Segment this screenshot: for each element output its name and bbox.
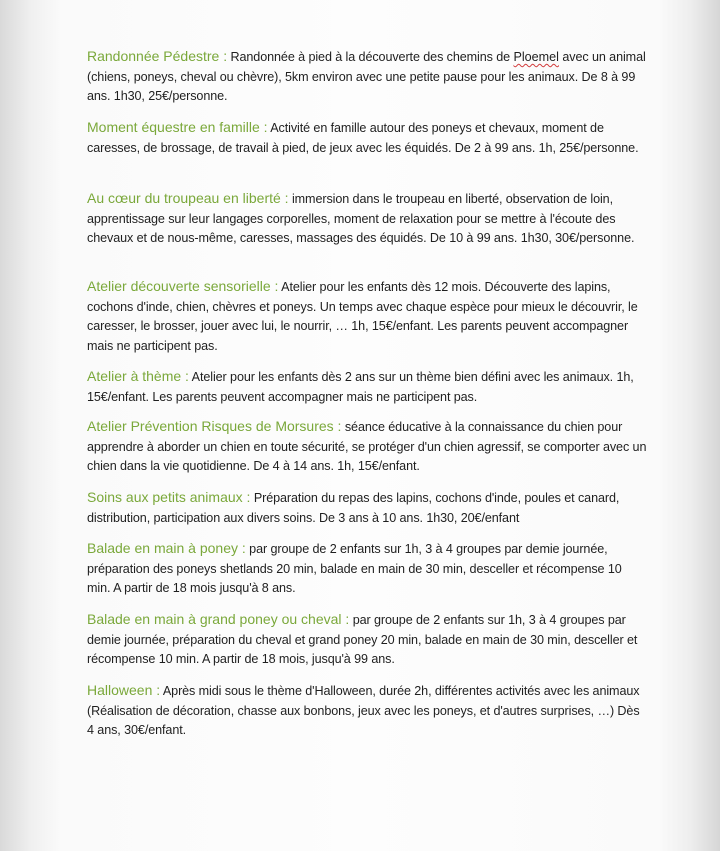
- activity-title: Au cœur du troupeau en liberté :: [87, 190, 289, 206]
- activity-soins-animaux: [87, 488, 647, 528]
- activity-description: Randonnée à pied à la découverte des chemins de: [227, 50, 514, 64]
- activity-title: Atelier découverte sensorielle :: [87, 278, 279, 294]
- activity-balade-poney: [87, 539, 647, 599]
- activity-description: immersion dans le troupeau en liberté, observation de loin, apprentissage sur leur langages corporelles, moment de relaxation pour se mettre à l'écoute des chevaux et de nous-même, caresses, massages des équidés. De 10 à 99 ans. 1h30, 30€/personne.: [87, 192, 635, 246]
- activity-troupeau-liberte: [87, 189, 647, 249]
- activity-description: Après midi sous le thème d'Halloween, durée 2h, différentes activités avec les animaux (Réalisation de décoration, chasse aux bonbons, jeux avec les poneys, et d'autres surprises, …) Dès 4 ans, 30€/enfant.: [87, 684, 640, 738]
- activity-balade-grand-poney: [87, 610, 647, 670]
- activity-description: Activité en famille autour des poneys et chevaux, moment de caresses, de brossage, de travail à pied, de jeux avec les équidés. De 2 à 99 ans. 1h, 25€/personne.: [87, 121, 639, 155]
- activity-title: Randonnée Pédestre :: [87, 48, 228, 64]
- activity-title: Atelier Prévention Risques de Morsures :: [87, 418, 342, 434]
- activity-title: Balade en main à poney :: [87, 540, 246, 556]
- activity-description: Atelier pour les enfants dès 12 mois. Découverte des lapins, cochons d'inde, chien, chèvres et poneys. Un temps avec chaque espèce pour mieux le découvrir, le caresser, le brosser, jouer avec lui, le nourrir, … 1h, 15€/enfant. Les parents peuvent accompagner mais ne participent pas.: [87, 280, 638, 353]
- activity-title: Atelier à thème :: [87, 368, 189, 384]
- activity-description: Atelier pour les enfants dès 2 ans sur un thème bien défini avec les animaux. 1h, 15€/enfant. Les parents peuvent accompagner mais ne participent pas.: [87, 370, 634, 404]
- activity-prevention-morsures: [87, 417, 647, 477]
- activity-description: par groupe de 2 enfants sur 1h, 3 à 4 groupes par demie journée, préparation des poneys shetlands 20 min, balade en main de 30 min, desceller et récompense 10 min. A partir de 18 mois jusqu'à 8 ans.: [87, 542, 622, 596]
- spellcheck-flagged-word: Ploemel: [513, 50, 559, 64]
- activity-halloween: [87, 681, 647, 741]
- activity-atelier-sensoriel: [87, 277, 647, 356]
- activity-title: Halloween :: [87, 682, 161, 698]
- activity-atelier-theme: [87, 367, 647, 407]
- activity-description: séance éducative à la connaissance du chien pour apprendre à aborder un chien en toute sécurité, se protéger d'un chien agressif, se comporter avec un chien dans la vie quotidienne. De 4 à 14 ans. 1h, 15€/enfant.: [87, 420, 647, 474]
- activity-title: Moment équestre en famille :: [87, 119, 268, 135]
- activity-title: Soins aux petits animaux :: [87, 489, 251, 505]
- activity-moment-equestre: [87, 118, 647, 158]
- activity-randonnee-pedestre: [87, 47, 647, 107]
- activity-description: par groupe de 2 enfants sur 1h, 3 à 4 groupes par demie journée, préparation du cheval et grand poney 20 min, balade en main de 30 min, desceller et récompense 10 min. A partir de 18 mois, jusqu'à 99 ans.: [87, 613, 638, 667]
- activity-description: Préparation du repas des lapins, cochons d'inde, poules et canard, distribution, participation aux divers soins. De 3 ans à 10 ans. 1h30, 20€/enfant: [87, 491, 620, 525]
- activity-description-continued: avec un animal (chiens, poneys, cheval ou chèvre), 5km environ avec une petite pause pour les animaux. De 8 à 99 ans. 1h30, 25€/personne.: [87, 50, 646, 104]
- activity-title: Balade en main à grand poney ou cheval :: [87, 611, 350, 627]
